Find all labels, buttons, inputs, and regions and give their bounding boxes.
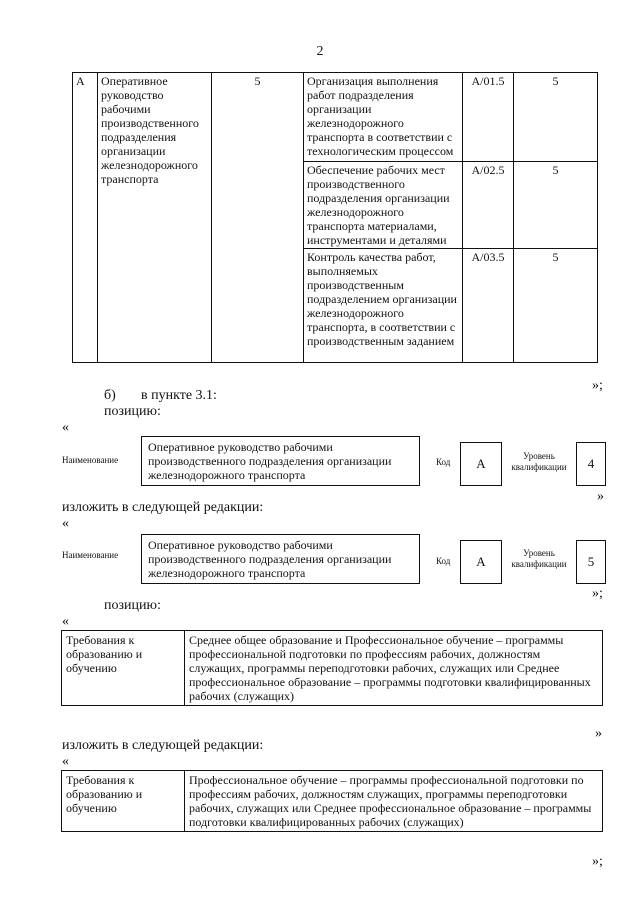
name-label: Наименование (62, 550, 119, 560)
function-code-cell: А/03.5 (463, 249, 514, 363)
closing-quote: »; (592, 586, 603, 601)
name-value: Оперативное руководство рабочими производственного подразделения организации железнодорожного транспорта (148, 538, 392, 580)
level-value: 5 (576, 540, 606, 584)
function-level-cell: 5 (514, 162, 598, 249)
function-level-cell: 5 (514, 249, 598, 363)
requirements-label: Требования к образованию и обучению (62, 771, 185, 832)
function-name-cell: Организация выполнения работ подразделения организации железнодорожного транспорта в соответствии с технологическим процессом (304, 73, 463, 162)
opening-quote: « (62, 754, 69, 769)
replace-label: изложить в следующей редакции: (62, 738, 264, 753)
requirements-table (61, 770, 603, 832)
page-number: 2 (316, 44, 324, 59)
item-text: в пункте 3.1: (141, 388, 217, 403)
code-value: А (460, 442, 502, 486)
function-code-cell: А/01.5 (463, 73, 514, 162)
position-label: позицию: (104, 404, 161, 419)
group-name-cell: Оперативное руководство рабочими производственного подразделения организации железнодорожного транспорта (98, 73, 212, 363)
item-letter: б) (104, 388, 116, 403)
replace-label: изложить в следующей редакции: (62, 500, 264, 515)
opening-quote: « (62, 420, 69, 435)
name-label: Наименование (62, 455, 119, 465)
position-label: позицию: (104, 598, 161, 613)
level-label: Уровень квалификации (511, 451, 567, 472)
closing-quote: » (597, 489, 604, 504)
name-value: Оперативное руководство рабочими производственного подразделения организации железнодорожного транспорта (148, 440, 392, 482)
closing-quote: » (595, 726, 602, 741)
name-value-box (141, 436, 420, 486)
requirements-value: Профессиональное обучение – программы профессиональной подготовки по профессиям рабочих, должностям служащих, программы переподготовки рабочих, служащих или Среднее профессиональное образование – программы подготовки квалифицированных рабочих (служащих) (185, 771, 603, 832)
closing-quote: »; (592, 854, 603, 869)
group-code-cell: А (73, 73, 98, 363)
requirements-table (61, 630, 603, 706)
code-label: Код (436, 457, 451, 467)
code-value: А (460, 540, 502, 584)
requirements-value: Среднее общее образование и Профессиональное обучение – программы профессиональной подготовки по профессиям рабочих, должностям служащих, программы переподготовки рабочих, служащих или Среднее профессиональное образование – программы подготовки квалифицированных рабочих (служащих) (185, 631, 603, 706)
functions-table (72, 72, 598, 363)
code-label: Код (436, 556, 451, 566)
function-level-cell: 5 (514, 73, 598, 162)
level-label: Уровень квалификации (511, 548, 567, 569)
opening-quote: « (62, 614, 69, 629)
opening-quote: « (62, 516, 69, 531)
function-name-cell: Контроль качества работ, выполняемых производственным подразделением организации железнодорожного транспорта, в соответствии с производственным заданием (304, 249, 463, 363)
function-code-cell: А/02.5 (463, 162, 514, 249)
requirements-label: Требования к образованию и обучению (62, 631, 185, 706)
group-level-cell: 5 (212, 73, 304, 363)
closing-quote: »; (592, 378, 603, 393)
name-value-box (141, 534, 420, 584)
function-name-cell: Обеспечение рабочих мест производственного подразделения организации железнодорожного транспорта материалами, инструментами и деталями (304, 162, 463, 249)
level-value: 4 (576, 442, 606, 486)
